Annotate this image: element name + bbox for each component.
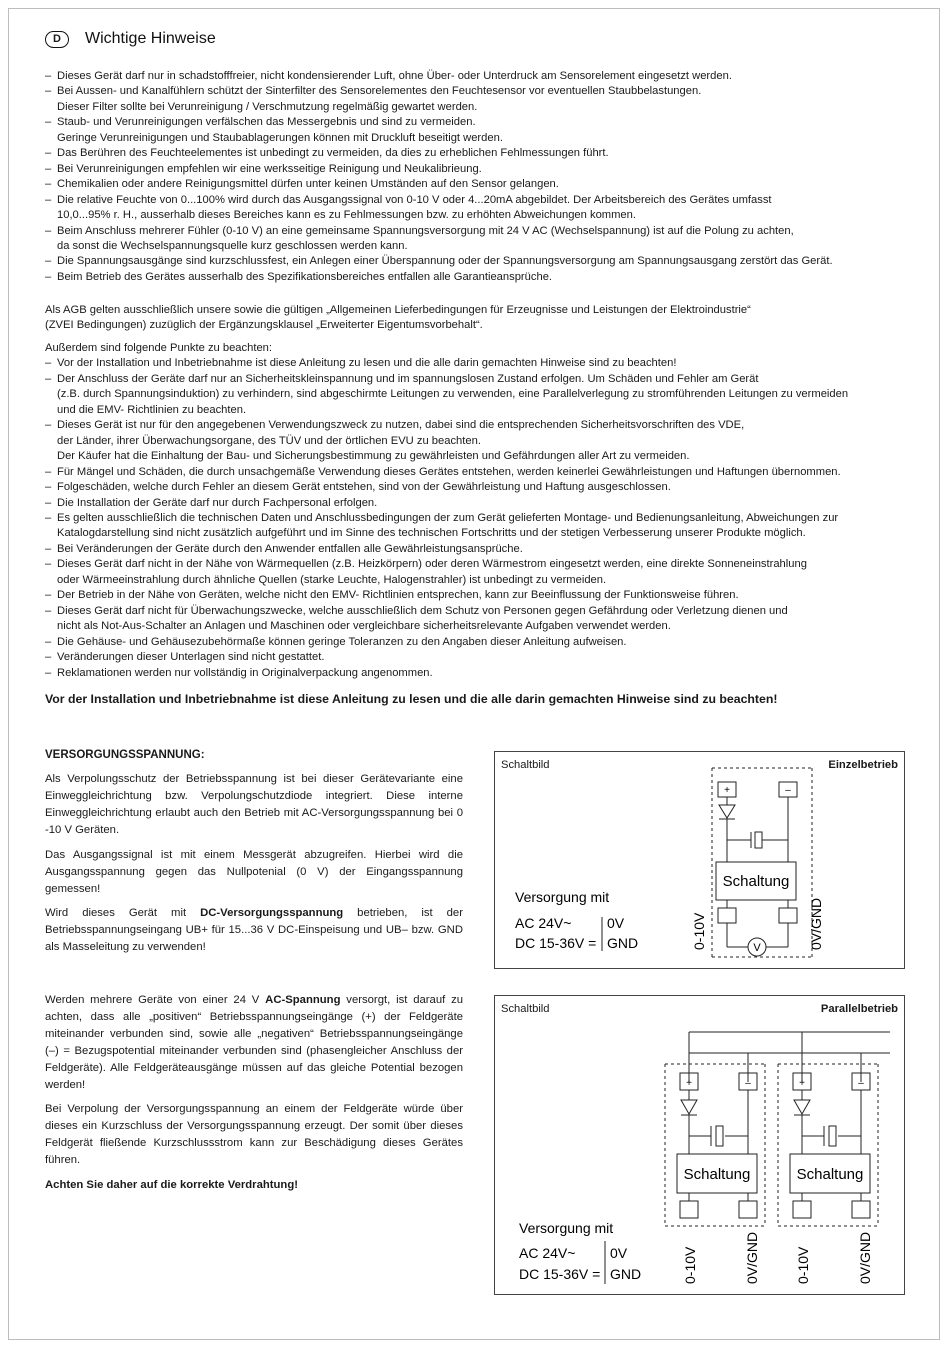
supply-p3-emphasis: DC-Versorgungsspannung (200, 907, 344, 919)
point-line: – Der Anschluss der Geräte darf nur an Sicherheitskleinspannung und im spannungslosen Zustand erfolgen. Um Schäden und Fehler am Gerät (45, 372, 915, 387)
supply-label: Versorgung mit (519, 1220, 614, 1236)
ground-output-label: 0V/GND (744, 1231, 760, 1284)
note-line: – Chemikalien oder andere Reinigungsmittel dürfen unter keinen Umständen auf den Sensor gelangen. (45, 177, 915, 192)
supply-p3-text: Wird dieses Gerät mit (45, 907, 201, 919)
point-line: der Länder, ihrer Überwachungsorgane, des TÜV und der örtlichen EVU zu beachten. (57, 434, 481, 447)
output-signal-label: 0-10V (691, 912, 707, 950)
point-line: – Dieses Gerät darf nicht für Überwachungszwecke, welche ausschließlich dem Schutz von Personen gegen Gefährdung oder Verletzung dienen und (45, 604, 915, 619)
point-line: – Folgeschäden, welche durch Fehler an diesem Gerät entstehen, sind von der Gewährleistung und Haftung ausgeschlossen. (45, 480, 915, 495)
supply-paragraph-3 (45, 905, 463, 956)
dc-supply-label: DC 15-36V = (515, 935, 597, 951)
output-signal-label: 0-10V (795, 1246, 811, 1284)
agb-line: Als AGB gelten ausschließlich unsere sowie die gültigen „Allgemeinen Lieferbedingungen für Erzeugnisse und Leistungen der Elektroindustrie“ (45, 304, 751, 316)
point-line: – Die Gehäuse- und Gehäusezubehörmaße können geringe Toleranzen zu den Angaben dieser Anleitung aufweisen. (45, 635, 915, 650)
plus-terminal-label: + (799, 1078, 805, 1089)
diagram-mode: Parallelbetrieb (820, 1003, 898, 1015)
installation-warning: Vor der Installation und Inbetriebnahme ist diese Anleitung zu lesen und die alle darin gemachten Hinweise sind zu beachten! (45, 692, 778, 706)
circuit-block-label: Schaltung (796, 1166, 864, 1183)
supply-p4-emphasis: AC-Spannung (265, 994, 341, 1006)
supply-p4-text: Werden mehrere Geräte von einer 24 V (45, 994, 266, 1006)
zero-volt-label: 0V (610, 1245, 628, 1261)
circuit-block-label: Schaltung (683, 1166, 751, 1183)
point-line: Der Käufer hat die Einhaltung der Bau- und Sicherungsbestimmung zu gewährleisten und Gefährdungen aller Art zu vermeiden. (57, 450, 690, 463)
wiring-diagram-parallel (494, 995, 905, 1295)
diagram-label: Schaltbild (501, 1003, 550, 1015)
minus-terminal-label: – (858, 1078, 864, 1089)
note-line: – Dieses Gerät darf nur in schadstofffreier, nicht kondensierender Luft, ohne Über- oder Unterdruck am Sensorelement eingesetzt werden. (45, 69, 915, 84)
page-header (45, 27, 216, 51)
note-line: – Bei Verunreinigungen empfehlen wir eine werksseitige Reinigung und Neukalibrieung. (45, 162, 915, 177)
ground-output-label: 0V/GND (857, 1231, 873, 1284)
note-line: – Bei Aussen- und Kanalfühlern schützt der Sinterfilter des Sensorelementes den Feuchtesensor vor eventuellen Staubbelastungen. (45, 84, 915, 99)
supply-p3-text: betrieben, ist der Betriebsspannungseingang UB+ für 15...36 V DC-Einspeisung und UB– bzw. GND als Masseleitung zu verwenden! (45, 907, 463, 953)
point-line: oder Wärmeeinstrahlung durch ähnliche Quellen (starke Leuchte, Halogenstrahler) ist unbedingt zu vermeiden. (57, 573, 607, 586)
note-line: – Beim Anschluss mehrerer Fühler (0-10 V) an eine gemeinsame Spannungsversorgung mit 24 V AC (Wechselspannung) ist auf die Polung zu achten, (45, 224, 915, 239)
minus-terminal-label: – (745, 1078, 751, 1089)
points-section (45, 341, 915, 681)
output-signal-label: 0-10V (682, 1246, 698, 1284)
point-line: – Bei Veränderungen der Geräte durch den Anwender entfallen alle Gewährleistungsansprüche. (45, 542, 915, 557)
wiring-diagram-single-svg (495, 752, 906, 970)
supply-paragraph-6: Achten Sie daher auf die korrekte Verdrahtung! (45, 1179, 298, 1191)
gnd-label: GND (607, 935, 639, 951)
notes-list (45, 69, 915, 285)
zero-volt-label: 0V (607, 915, 625, 931)
point-line: – Es gelten ausschließlich die technischen Daten und Anschlussbedingungen der zum Gerät gelieferten Montage- und Bedienungsanleitung, Abweichungen zur (45, 511, 915, 526)
plus-terminal-label: + (686, 1078, 692, 1089)
point-line: und die EMV- Richtlinien zu beachten. (57, 403, 247, 416)
point-line: Katalogdarstellung sind nicht zusätzlich aufgeführt und im Sinne des technischen Fortschritts und der stetigen Verbesserung unserer Produkte möglich. (57, 527, 806, 540)
point-line: (z.B. durch Spannungsinduktion) zu verhindern, sind abgeschirmte Leitungen zu verwenden, eine Parallelverlegung zu stromführenden Leitungen zu vermeiden (57, 388, 849, 401)
ac-supply-label: AC 24V~ (519, 1245, 576, 1261)
supply-paragraph-1: Als Verpolungsschutz der Betriebsspannung ist bei dieser Gerätevariante eine Einweggleichrichtung bzw. Verpolungschutzdiode integriert. Diese interne Einweggleichrichtung erlaubt auch den Betrieb mit AC-Versorgungsspannung bei 0 -10 V Geräten. (45, 773, 463, 836)
diagram-mode: Einzelbetrieb (828, 759, 898, 771)
ac-supply-label: AC 24V~ (515, 915, 572, 931)
points-list (45, 356, 915, 681)
note-line: Geringe Verunreinigungen und Staubablagerungen können mit Druckluft beseitigt werden. (57, 131, 503, 144)
point-line: – Vor der Installation und Inbetriebnahme ist diese Anleitung zu lesen und die alle darin gemachten Hinweise sind zu beachten! (45, 356, 915, 371)
note-line: – Staub- und Verunreinigungen verfälschen das Messergebnis und sind zu vermeiden. (45, 115, 915, 130)
note-line: – Beim Betrieb des Gerätes ausserhalb des Spezifikationsbereiches entfallen alle Garantieansprüche. (45, 270, 915, 285)
point-line: – Dieses Gerät darf nicht in der Nähe von Wärmequellen (z.B. Heizkörpern) oder deren Wärmestrom eingesetzt werden, eine direkte Sonneneinstrahlung (45, 557, 915, 572)
circuit-block-label: Schaltung (722, 873, 790, 890)
wiring-diagram-parallel-svg (495, 996, 906, 1296)
point-line: – Der Betrieb in der Nähe von Geräten, welche nicht den EMV- Richtlinien entsprechen, kann zur Beeinflussung der Funktionsweise führen. (45, 588, 915, 603)
point-line: – Reklamationen werden nur vollständig in Originalverpackung angenommen. (45, 666, 915, 681)
page-title: Wichtige Hinweise (85, 30, 216, 47)
points-intro: Außerdem sind folgende Punkte zu beachten: (45, 342, 273, 354)
note-line: – Die Spannungsausgänge sind kurzschlussfest, ein Anlegen einer Überspannung oder der Spannungsversorgung am Spannungsausgang zerstört das Gerät. (45, 254, 915, 269)
supply-section-title: VERSORGUNGSSPANNUNG: (45, 749, 205, 761)
point-line: – Für Mängel und Schäden, die durch unsachgemäße Verwendung dieses Gerätes entstehen, werden keinerlei Gewährleistungen und Haftungen übernommen. (45, 465, 915, 480)
supply-paragraph-5: Bei Verpolung der Versorgungsspannung an einem der Feldgeräte würde über dieses ein Kurzschluss der Versorgungsspannung erzeugt. Der somit über dieses Feldgerät fließende Kurzschlussstrom kann zur Beschädigung dieses Gerätes führen. (45, 1103, 463, 1166)
point-line: – Die Installation der Geräte darf nur durch Fachpersonal erfolgen. (45, 496, 915, 511)
note-line: da sonst die Wechselspannungsquelle kurz geschlossen werden kann. (57, 239, 408, 252)
supply-paragraph-4 (45, 992, 463, 1094)
supply-p4-text: versorgt, ist darauf zu achten, dass alle „positiven“ Betriebsspannungseingänge (+) der Feldgeräte miteinander verbunden sind, sowie alle „negativen“ Betriebsspannungseingänge (–) = Bezugspotential miteinander verbunden sind (phasengleicher Anschluss der Feldgeräte). Alle Feldgeräteausgänge müssen auf das gleiche Potential bezogen werden! (45, 994, 463, 1091)
minus-terminal-label: – (785, 785, 791, 796)
supply-paragraph-2: Das Ausgangssignal ist mit einem Messgerät abzugreifen. Hierbei wird die Ausgangsspannung gegen das Nullpotenial (0 V) der Eingangsspannung gemessen! (45, 849, 463, 895)
note-line: 10,0...95% r. H., ausserhalb dieses Bereiches kann es zu Fehlmessungen bzw. zu erhöhten Abweichungen kommen. (57, 209, 636, 222)
agb-line: (ZVEI Bedingungen) zuzüglich der Ergänzungsklausel „Erweiterter Eigentumsvorbehalt“. (45, 319, 483, 332)
agb-paragraph (45, 303, 915, 334)
point-line: – Dieses Gerät ist nur für den angegebenen Verwendungszweck zu nutzen, dabei sind die entsprechenden Sicherheitsvorschriften des VDE, (45, 418, 915, 433)
note-line: Dieser Filter sollte bei Verunreinigung / Verschmutzung regelmäßig gewartet werden. (57, 100, 478, 113)
gnd-label: GND (610, 1266, 642, 1282)
supply-label: Versorgung mit (515, 889, 610, 905)
language-badge: D (45, 31, 69, 48)
point-line: nicht als Not-Aus-Schalter an Anlagen und Maschinen oder vergleichbare sicherheitsrelevante Aufgaben verwendet werden. (57, 620, 671, 633)
plus-terminal-label: + (724, 785, 730, 796)
point-line: – Veränderungen dieser Unterlagen sind nicht gestattet. (45, 650, 915, 665)
wiring-diagram-single (494, 751, 905, 969)
note-line: – Das Berühren des Feuchteelementes ist unbedingt zu vermeiden, da dies zu erheblichen Fehlmessungen führt. (45, 146, 915, 161)
diagram-label: Schaltbild (501, 759, 550, 771)
dc-supply-label: DC 15-36V = (519, 1266, 601, 1282)
voltmeter-icon: V (753, 942, 761, 954)
note-line: – Die relative Feuchte von 0...100% wird durch das Ausgangssignal von 0-10 V oder 4...20mA abgebildet. Der Arbeitsbereich des Gerätes umfasst (45, 193, 915, 208)
ground-output-label: 0V/GND (808, 897, 824, 950)
